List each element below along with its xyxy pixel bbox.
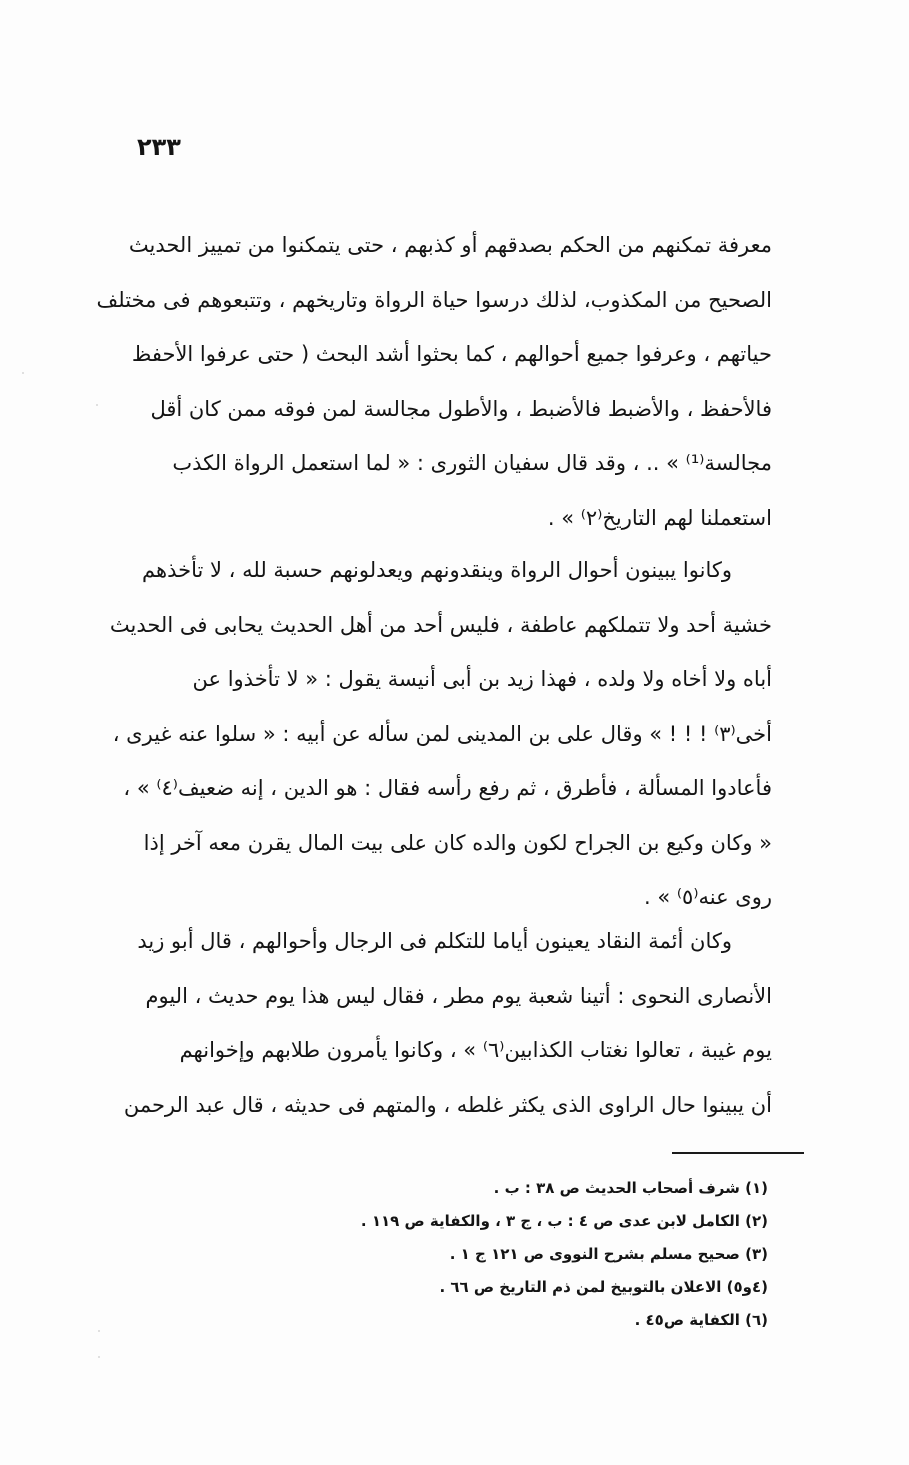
text-line: استعملنا لهم التاريخ⁽٢⁾ » . xyxy=(547,505,772,530)
text-line: الأنصارى النحوى : أتينا شعبة يوم مطر ، فقال ليس هذا يوم حديث ، اليوم xyxy=(145,983,772,1008)
page-number: ٢٣٣ xyxy=(137,133,181,161)
paragraph-2 xyxy=(109,543,772,925)
text-line: « وكان وكيع بن الجراح لكون والده كان على بيت المال يقرن معه آخر إذا xyxy=(143,830,772,855)
text-line: معرفة تمكنهم من الحكم بصدقهم أو كذبهم ، حتى يتمكنوا من تمييز الحديث xyxy=(128,233,772,257)
text-line: فأعادوا المسألة ، فأطرق ، ثم رفع رأسه فقال : هو الدين ، إنه ضعيف⁽٤⁾ » ، xyxy=(123,776,772,800)
footnote-1: (١) شرف أصحاب الحديث ص ٣٨ : ب . xyxy=(493,1179,768,1197)
text-line: أن يبينوا حال الراوى الذى يكثر غلطه ، والمتهم فى حديثه ، قال عبد الرحمن xyxy=(123,1092,772,1117)
text-line: يوم غيبة ، تعالوا نغتاب الكذابين⁽٦⁾ » ، وكانوا يأمرون طلابهم وإخوانهم xyxy=(179,1038,772,1062)
scan-speck xyxy=(96,404,98,406)
scan-speck xyxy=(98,1330,100,1332)
text-line: الصحيح من المكذوب، لذلك درسوا حياة الرواة وتاريخهم ، وتتبعوهم فى مختلف xyxy=(96,287,772,312)
text-line: فالأحفظ ، والأضبط فالأضبط ، والأطول مجالسة لمن فوقه ممن كان أقل xyxy=(150,396,772,421)
text-line: وكانوا يبينون أحوال الرواة وينقدونهم ويعدلونهم حسبة لله ، لا تأخذهم xyxy=(142,558,732,582)
footnote-6: (٦) الكفاية ص٤٥ . xyxy=(634,1311,768,1329)
scan-speck xyxy=(22,372,24,374)
text-line: مجالسة⁽¹⁾ » .. ، وقد قال سفيان الثورى : « لما استعمل الرواة الكذب xyxy=(172,451,772,475)
scan-speck xyxy=(98,1356,100,1358)
footnote-3: (٣) صحيح مسلم بشرح النووى ص ١٢١ ج ١ . xyxy=(449,1245,768,1263)
paragraph-1 xyxy=(96,218,772,545)
text-line: وكان أئمة النقاد يعينون أياما للتكلم فى الرجال وأحوالهم ، قال أبو زيد xyxy=(137,929,732,953)
text-line: حياتهم ، وعرفوا جميع أحوالهم ، كما بحثوا أشد البحث ( حتى عرفوا الأحفظ xyxy=(131,342,772,366)
footnote-4-5: (٤و٥) الاعلان بالتوبيخ لمن ذم التاريخ ص ٦٦ . xyxy=(439,1278,768,1296)
footnote-2: (٢) الكامل لابن عدى ص ٤ : ب ، ج ٣ ، والكفاية ص ١١٩ . xyxy=(360,1212,768,1230)
paragraph-3 xyxy=(123,914,772,1132)
text-line: روى عنه⁽٥⁾ » . xyxy=(643,885,772,909)
text-line: خشية أحد ولا تتملكهم عاطفة ، فليس أحد من أهل الحديث يحابى فى الحديث xyxy=(109,612,772,637)
footnote-divider xyxy=(672,1152,804,1154)
footnotes xyxy=(240,1172,768,1337)
text-line: أباه ولا أخاه ولا ولده ، فهذا زيد بن أبى أنيسة يقول : « لا تأخذوا عن xyxy=(192,667,772,691)
text-line: أخى⁽٣⁾ ! ! ! » وقال على بن المدينى لمن سأله عن أبيه : « سلوا عنه غيرى ، xyxy=(112,721,772,746)
